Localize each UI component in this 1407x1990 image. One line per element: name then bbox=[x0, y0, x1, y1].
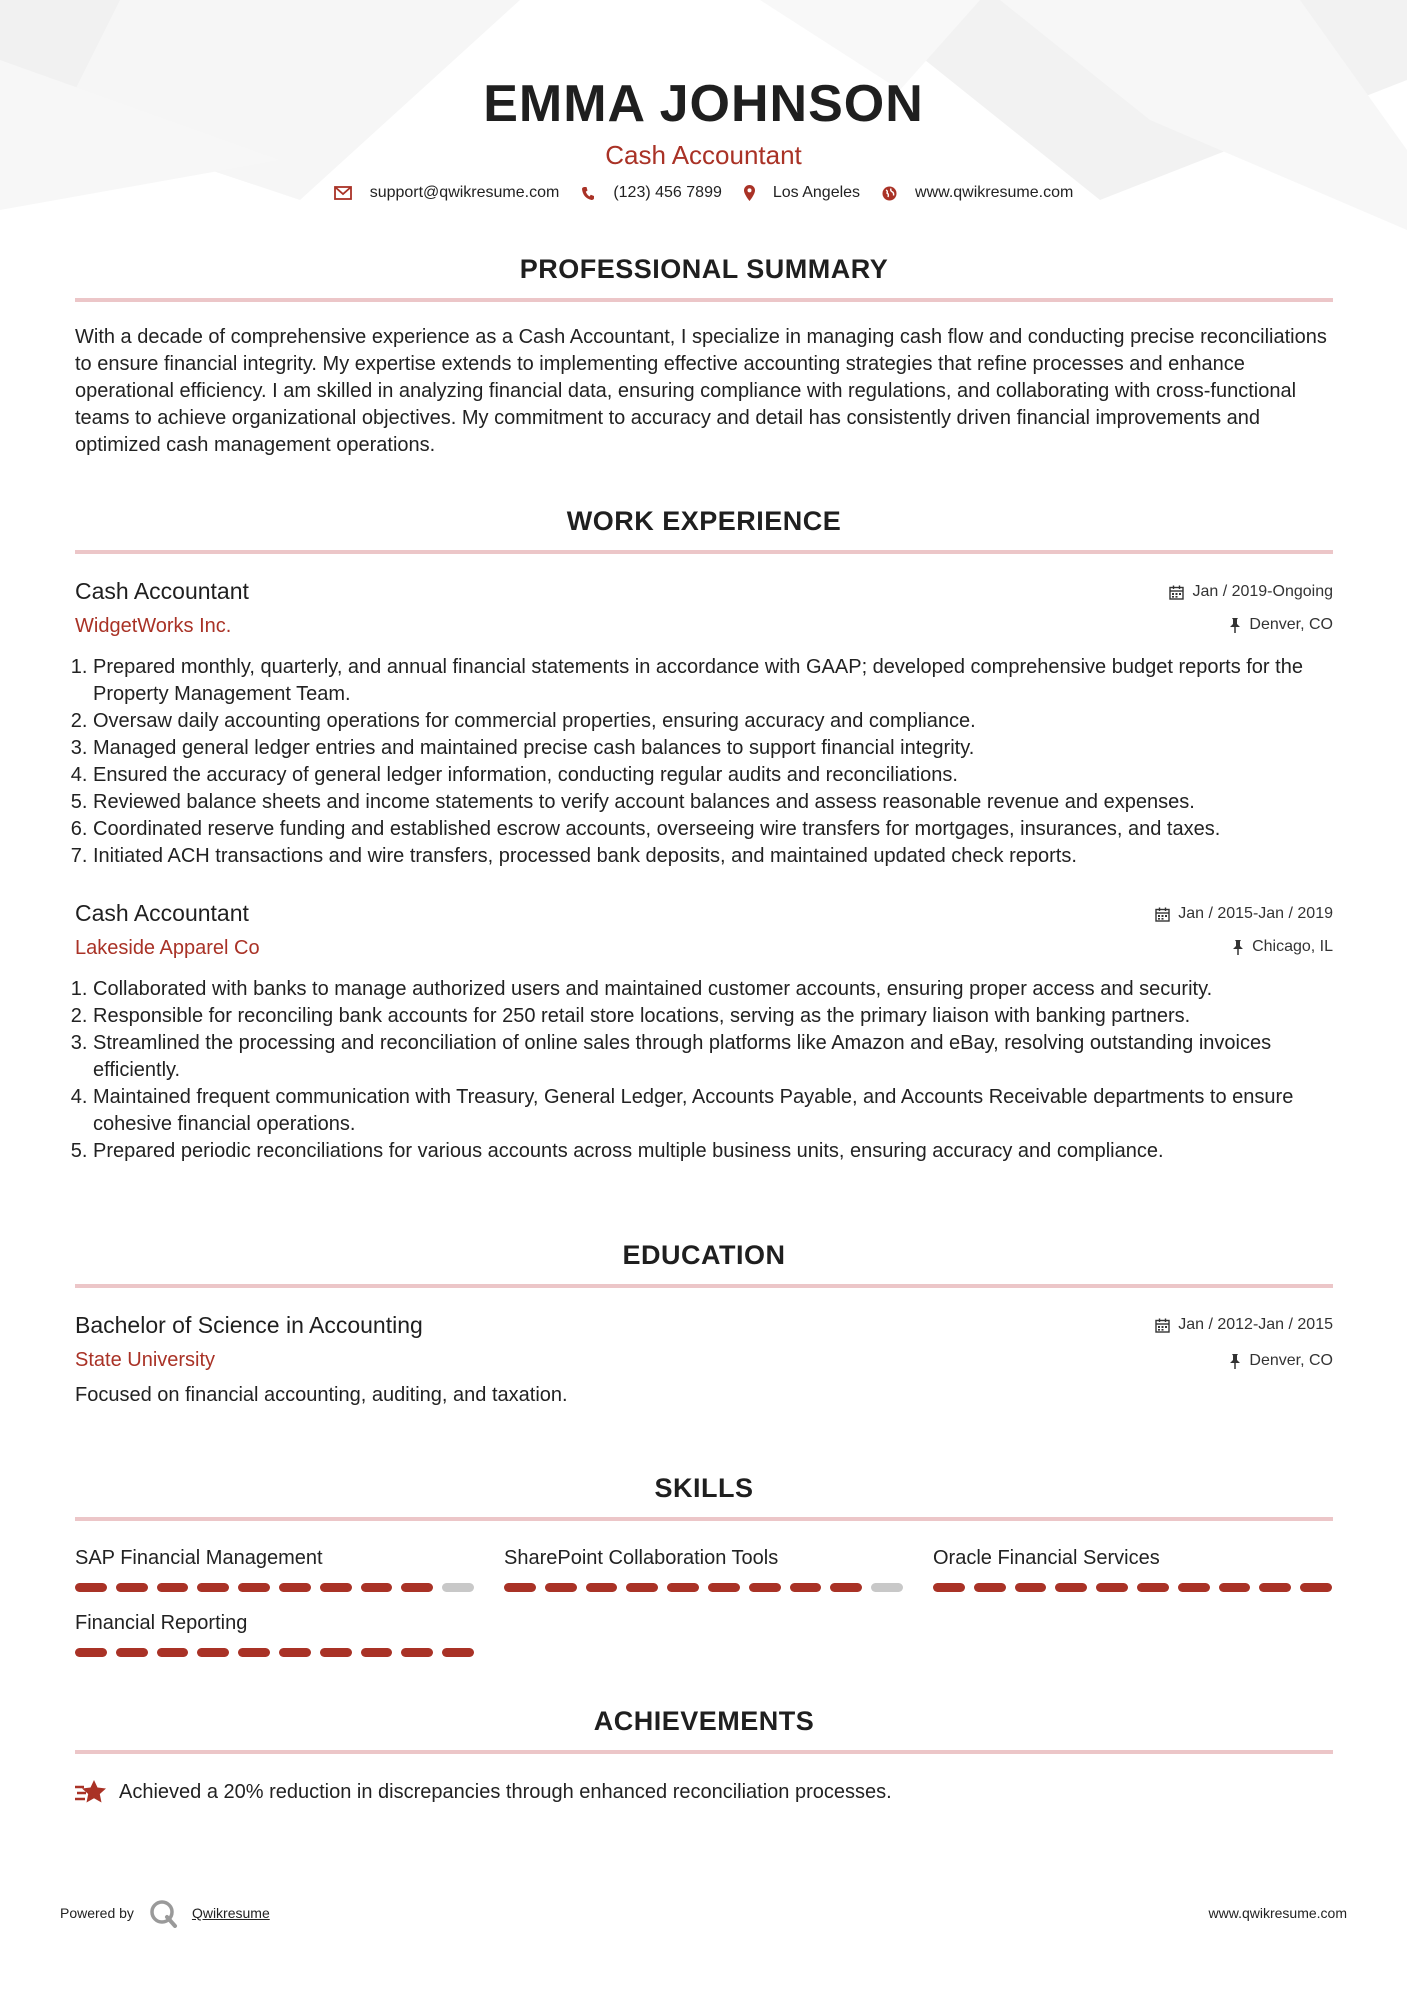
skill-segment-filled bbox=[401, 1583, 433, 1592]
skill-segment-filled bbox=[238, 1583, 270, 1592]
job-dates: Jan / 2015-Jan / 2019 bbox=[1178, 905, 1333, 922]
skill-segment-filled bbox=[75, 1648, 107, 1657]
skill-item bbox=[75, 1545, 474, 1592]
skill-segment-empty bbox=[871, 1583, 903, 1592]
qwikresume-logo-icon bbox=[148, 1898, 178, 1928]
skill-segment-filled bbox=[116, 1648, 148, 1657]
skill-segment-filled bbox=[1259, 1583, 1291, 1592]
section-divider bbox=[75, 1284, 1333, 1288]
contact-location-text: Los Angeles bbox=[772, 184, 861, 201]
skill-segment-filled bbox=[238, 1648, 270, 1657]
skill-segment-filled bbox=[116, 1583, 148, 1592]
contact-email[interactable] bbox=[334, 184, 560, 202]
envelope-icon bbox=[334, 186, 352, 200]
skill-segment-filled bbox=[1178, 1583, 1210, 1592]
achievement-text: Achieved a 20% reduction in discrepancies through enhanced reconciliation processes. bbox=[119, 1780, 892, 1803]
skill-segment-filled bbox=[708, 1583, 740, 1592]
footer-website[interactable]: www.qwikresume.com bbox=[1208, 1905, 1347, 1921]
job-dates: Jan / 2019-Ongoing bbox=[1192, 583, 1333, 600]
summary-section bbox=[75, 252, 1333, 459]
skill-name: Oracle Financial Services bbox=[933, 1547, 1160, 1569]
skills-heading: SKILLS bbox=[654, 1473, 754, 1503]
skill-name: Financial Reporting bbox=[75, 1612, 248, 1634]
contact-website[interactable] bbox=[882, 184, 1073, 202]
skill-segment-filled bbox=[157, 1583, 189, 1592]
list-item: 3. Streamlined the processing and reconciliation of online sales through platforms like Amazon and eBay, resolving outstanding invoices efficiently. bbox=[93, 1030, 1333, 1084]
skill-segment-filled bbox=[197, 1583, 229, 1592]
job-responsibilities bbox=[75, 654, 1333, 870]
list-item: 3. Managed general ledger entries and maintained precise cash balances to support financial integrity. bbox=[93, 735, 1333, 762]
job-company: Lakeside Apparel Co bbox=[75, 937, 260, 959]
skill-level-bar bbox=[75, 1648, 474, 1657]
candidate-name: EMMA JOHNSON bbox=[483, 75, 924, 133]
job-title: Cash Accountant bbox=[75, 900, 249, 926]
contact-email-text: support@qwikresume.com bbox=[369, 184, 560, 201]
contact-location bbox=[744, 184, 860, 202]
degree-title: Bachelor of Science in Accounting bbox=[75, 1312, 423, 1338]
phone-icon bbox=[581, 186, 595, 201]
map-marker-icon bbox=[744, 185, 755, 201]
education-description: Focused on financial accounting, auditing, and taxation. bbox=[75, 1384, 568, 1406]
school-name: State University bbox=[75, 1349, 216, 1371]
skill-segment-filled bbox=[586, 1583, 618, 1592]
education-entry bbox=[75, 1310, 1333, 1409]
list-item: 7. Initiated ACH transactions and wire transfers, processed bank deposits, and maintained updated check reports. bbox=[93, 843, 1333, 870]
skill-segment-filled bbox=[401, 1648, 433, 1657]
contact-phone-text: (123) 456 7899 bbox=[613, 184, 722, 201]
skill-segment-filled bbox=[197, 1648, 229, 1657]
skill-level-bar bbox=[75, 1583, 474, 1592]
list-item: 1. Prepared monthly, quarterly, and annual financial statements in accordance with GAAP; developed comprehensive budget reports for the Property Management Team. bbox=[93, 654, 1333, 708]
skill-segment-filled bbox=[361, 1583, 393, 1592]
section-divider bbox=[75, 298, 1333, 302]
list-item: 2. Responsible for reconciling bank accounts for 250 retail store locations, serving as the primary liaison with banking partners. bbox=[93, 1003, 1333, 1030]
contact-phone[interactable] bbox=[581, 184, 722, 202]
skill-segment-filled bbox=[749, 1583, 781, 1592]
education-location: Denver, CO bbox=[1249, 1352, 1333, 1369]
job-company: WidgetWorks Inc. bbox=[75, 615, 232, 637]
job-entry bbox=[75, 576, 1333, 870]
list-item: 1. Collaborated with banks to manage authorized users and maintained customer accounts, ensuring proper access and security. bbox=[93, 976, 1333, 1003]
summary-heading: PROFESSIONAL SUMMARY bbox=[519, 254, 889, 284]
skill-segment-filled bbox=[75, 1583, 107, 1592]
achievement-item bbox=[75, 1778, 1333, 1806]
list-item: 6. Coordinated reserve funding and established escrow accounts, overseeing wire transfers for mortgages, insurances, and taxes. bbox=[93, 816, 1333, 843]
skill-segment-filled bbox=[626, 1583, 658, 1592]
skill-segment-filled bbox=[790, 1583, 822, 1592]
skill-segment-filled bbox=[504, 1583, 536, 1592]
list-item: 2. Oversaw daily accounting operations for commercial properties, ensuring accuracy and compliance. bbox=[93, 708, 1333, 735]
job-title: Cash Accountant bbox=[75, 578, 249, 604]
skills-section bbox=[75, 1471, 1333, 1657]
skill-segment-filled bbox=[1015, 1583, 1047, 1592]
skill-level-bar bbox=[933, 1583, 1332, 1592]
pushpin-icon bbox=[1229, 1354, 1241, 1369]
job-entry bbox=[75, 898, 1333, 1165]
skill-segment-filled bbox=[320, 1648, 352, 1657]
list-item: 4. Maintained frequent communication with Treasury, General Ledger, Accounts Payable, and Accounts Receivable departments to ensure cohesive financial operations. bbox=[93, 1084, 1333, 1138]
job-location: Denver, CO bbox=[1249, 616, 1333, 633]
skill-segment-filled bbox=[157, 1648, 189, 1657]
candidate-title: Cash Accountant bbox=[605, 140, 802, 170]
calendar-icon bbox=[1169, 585, 1184, 600]
skill-segment-filled bbox=[1300, 1583, 1332, 1592]
achievements-section bbox=[75, 1704, 1333, 1806]
list-item: 5. Reviewed balance sheets and income statements to verify account balances and assess reasonable revenue and expenses. bbox=[93, 789, 1333, 816]
qwikresume-link[interactable]: Qwikresume bbox=[191, 1905, 270, 1921]
education-section bbox=[75, 1238, 1333, 1409]
calendar-icon bbox=[1155, 907, 1170, 922]
globe-icon bbox=[882, 186, 897, 201]
skill-segment-filled bbox=[1055, 1583, 1087, 1592]
summary-text: With a decade of comprehensive experience as a Cash Accountant, I specialize in managing cash flow and conducting precise reconciliations to ensure financial integrity. My expertise extends to implementing effective accounting strategies that refine processes and enhance operational efficiency. I am skilled in analyzing financial data, ensuring compliance with regulations, and collaborating with cross-functional teams to achieve organizational objectives. My commitment to accuracy and detail has consistently driven financial improvements and optimized cash management operations. bbox=[75, 326, 1327, 456]
pushpin-icon bbox=[1229, 618, 1241, 633]
skill-item bbox=[933, 1545, 1332, 1592]
skill-item bbox=[504, 1545, 903, 1592]
skill-segment-filled bbox=[361, 1648, 393, 1657]
job-responsibilities bbox=[75, 976, 1333, 1165]
resume-header bbox=[0, 0, 1407, 202]
section-divider bbox=[75, 1750, 1333, 1754]
powered-by-label: Powered by bbox=[60, 1905, 134, 1921]
list-item: 5. Prepared periodic reconciliations for various accounts across multiple business units, ensuring accuracy and compliance. bbox=[93, 1138, 1333, 1165]
skill-name: SharePoint Collaboration Tools bbox=[504, 1547, 779, 1569]
skill-segment-filled bbox=[1137, 1583, 1169, 1592]
skills-grid bbox=[75, 1545, 1333, 1657]
skill-segment-empty bbox=[442, 1583, 474, 1592]
section-divider bbox=[75, 550, 1333, 554]
skill-segment-filled bbox=[279, 1583, 311, 1592]
star-award-icon bbox=[75, 1778, 107, 1806]
experience-heading: WORK EXPERIENCE bbox=[566, 506, 842, 536]
contact-bar bbox=[0, 184, 1407, 202]
powered-by bbox=[60, 1898, 270, 1928]
skill-segment-filled bbox=[279, 1648, 311, 1657]
skill-segment-filled bbox=[667, 1583, 699, 1592]
skill-segment-filled bbox=[974, 1583, 1006, 1592]
skill-segment-filled bbox=[442, 1648, 474, 1657]
achievements-heading: ACHIEVEMENTS bbox=[593, 1706, 815, 1736]
skill-segment-filled bbox=[1096, 1583, 1128, 1592]
skill-level-bar bbox=[504, 1583, 903, 1592]
skill-segment-filled bbox=[545, 1583, 577, 1592]
education-dates: Jan / 2012-Jan / 2015 bbox=[1178, 1316, 1333, 1333]
skill-segment-filled bbox=[320, 1583, 352, 1592]
pushpin-icon bbox=[1232, 940, 1244, 955]
skill-segment-filled bbox=[1219, 1583, 1251, 1592]
experience-section bbox=[75, 504, 1333, 1165]
skill-name: SAP Financial Management bbox=[75, 1547, 323, 1569]
education-heading: EDUCATION bbox=[622, 1240, 786, 1270]
job-location: Chicago, IL bbox=[1252, 938, 1333, 955]
calendar-icon bbox=[1155, 1318, 1170, 1333]
section-divider bbox=[75, 1517, 1333, 1521]
list-item: 4. Ensured the accuracy of general ledger information, conducting regular audits and reconciliations. bbox=[93, 762, 1333, 789]
skill-item bbox=[75, 1610, 474, 1657]
contact-website-text: www.qwikresume.com bbox=[915, 184, 1074, 201]
footer bbox=[60, 1898, 1347, 1928]
skill-segment-filled bbox=[933, 1583, 965, 1592]
skill-segment-filled bbox=[830, 1583, 862, 1592]
